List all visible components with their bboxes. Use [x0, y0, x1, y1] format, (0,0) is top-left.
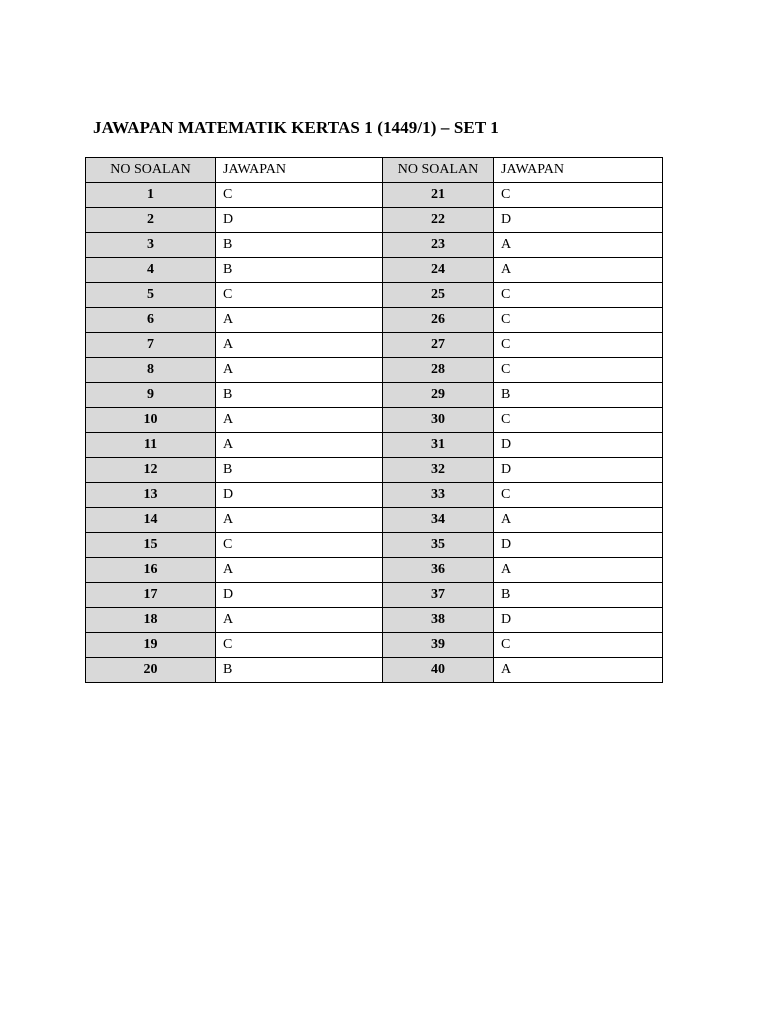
table-row	[86, 558, 663, 583]
answer-value: A	[216, 358, 383, 383]
table-row	[86, 433, 663, 458]
answer-value: C	[494, 308, 663, 333]
question-number: 30	[383, 408, 494, 433]
table-row	[86, 483, 663, 508]
question-number: 14	[86, 508, 216, 533]
answer-value: D	[216, 583, 383, 608]
table-row	[86, 258, 663, 283]
question-number: 1	[86, 183, 216, 208]
question-number: 3	[86, 233, 216, 258]
answer-value: A	[494, 558, 663, 583]
answer-value: C	[494, 633, 663, 658]
question-number: 19	[86, 633, 216, 658]
answer-value: C	[216, 633, 383, 658]
question-number: 16	[86, 558, 216, 583]
answer-value: B	[216, 658, 383, 683]
question-number: 36	[383, 558, 494, 583]
answer-value: A	[216, 433, 383, 458]
table-row	[86, 583, 663, 608]
question-number: 38	[383, 608, 494, 633]
table-row	[86, 308, 663, 333]
answer-value: A	[216, 333, 383, 358]
answer-value: B	[216, 383, 383, 408]
answer-value: D	[494, 458, 663, 483]
answer-value: A	[494, 508, 663, 533]
answer-value: B	[216, 233, 383, 258]
answer-value: D	[494, 433, 663, 458]
answer-value: C	[494, 183, 663, 208]
answer-value: A	[216, 308, 383, 333]
answer-value: A	[494, 258, 663, 283]
question-number: 18	[86, 608, 216, 633]
table-row	[86, 208, 663, 233]
answer-value: A	[216, 608, 383, 633]
question-number: 17	[86, 583, 216, 608]
answer-value: C	[216, 183, 383, 208]
table-row	[86, 383, 663, 408]
answer-value: D	[494, 208, 663, 233]
question-number: 27	[383, 333, 494, 358]
answer-value: D	[216, 208, 383, 233]
table-row	[86, 233, 663, 258]
answer-value: B	[216, 258, 383, 283]
answer-value: D	[494, 533, 663, 558]
answer-value: A	[216, 558, 383, 583]
question-number: 9	[86, 383, 216, 408]
question-number: 22	[383, 208, 494, 233]
answer-value: B	[216, 458, 383, 483]
question-number: 12	[86, 458, 216, 483]
header-jawapan-right: JAWAPAN	[494, 158, 663, 183]
question-number: 8	[86, 358, 216, 383]
question-number: 10	[86, 408, 216, 433]
table-body	[86, 183, 663, 683]
question-number: 32	[383, 458, 494, 483]
answer-value: C	[494, 483, 663, 508]
answer-value: A	[216, 408, 383, 433]
answer-table	[85, 157, 663, 683]
answer-value: A	[494, 233, 663, 258]
table-row	[86, 283, 663, 308]
question-number: 35	[383, 533, 494, 558]
question-number: 26	[383, 308, 494, 333]
header-no-soalan-right: NO SOALAN	[383, 158, 494, 183]
table-row	[86, 458, 663, 483]
answer-value: C	[216, 533, 383, 558]
question-number: 4	[86, 258, 216, 283]
table-row	[86, 533, 663, 558]
question-number: 40	[383, 658, 494, 683]
answer-value: B	[494, 583, 663, 608]
answer-value: D	[494, 608, 663, 633]
answer-value: C	[494, 283, 663, 308]
question-number: 37	[383, 583, 494, 608]
question-number: 34	[383, 508, 494, 533]
table-row	[86, 508, 663, 533]
question-number: 24	[383, 258, 494, 283]
header-jawapan-left: JAWAPAN	[216, 158, 383, 183]
table-row	[86, 658, 663, 683]
question-number: 2	[86, 208, 216, 233]
question-number: 28	[383, 358, 494, 383]
table-row	[86, 333, 663, 358]
answer-value: D	[216, 483, 383, 508]
answer-value: C	[494, 358, 663, 383]
question-number: 6	[86, 308, 216, 333]
table-row	[86, 408, 663, 433]
question-number: 15	[86, 533, 216, 558]
answer-value: C	[216, 283, 383, 308]
question-number: 5	[86, 283, 216, 308]
answer-value: A	[494, 658, 663, 683]
table-row	[86, 608, 663, 633]
question-number: 33	[383, 483, 494, 508]
question-number: 21	[383, 183, 494, 208]
page-title: JAWAPAN MATEMATIK KERTAS 1 (1449/1) – SET 1	[93, 118, 499, 137]
question-number: 23	[383, 233, 494, 258]
table-row	[86, 633, 663, 658]
table-header-row	[86, 158, 663, 183]
answer-value: A	[216, 508, 383, 533]
question-number: 31	[383, 433, 494, 458]
answer-value: B	[494, 383, 663, 408]
header-no-soalan-left: NO SOALAN	[86, 158, 216, 183]
answer-value: C	[494, 333, 663, 358]
question-number: 29	[383, 383, 494, 408]
table-row	[86, 358, 663, 383]
question-number: 20	[86, 658, 216, 683]
question-number: 25	[383, 283, 494, 308]
question-number: 11	[86, 433, 216, 458]
question-number: 7	[86, 333, 216, 358]
answer-value: C	[494, 408, 663, 433]
question-number: 39	[383, 633, 494, 658]
question-number: 13	[86, 483, 216, 508]
table-row	[86, 183, 663, 208]
